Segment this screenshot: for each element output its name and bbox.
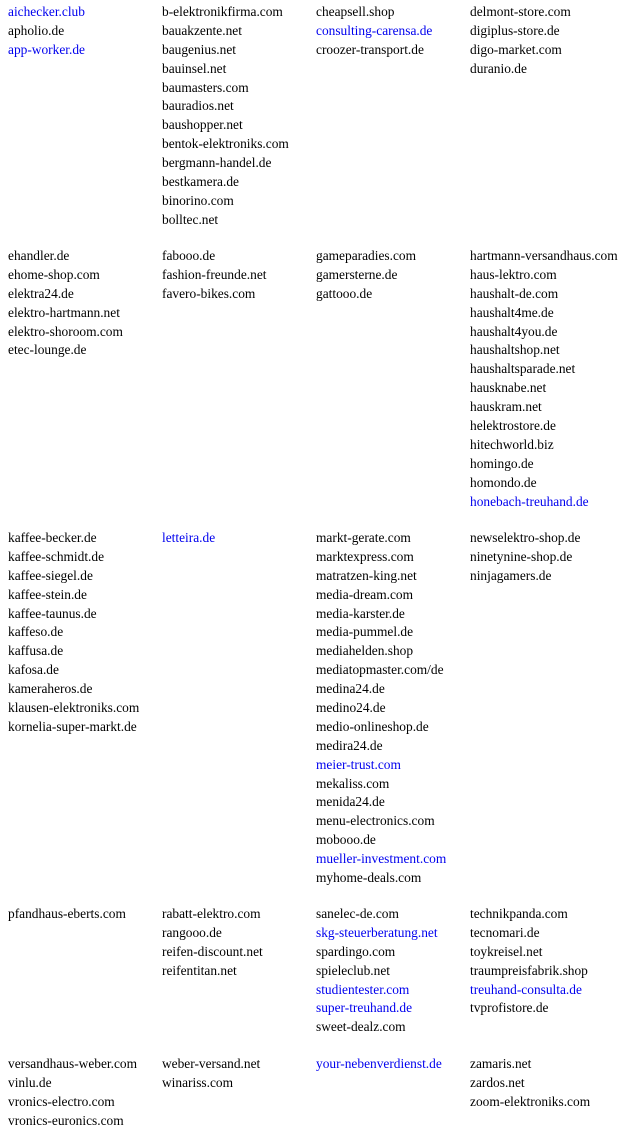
- domain-name: medio-onlineshop.de: [316, 718, 429, 734]
- domain-column: [470, 905, 588, 1018]
- domain-column: [8, 529, 139, 737]
- domain-name: zamaris.net: [470, 1056, 532, 1071]
- domain-name: klausen-elektroniks.com: [8, 700, 140, 716]
- domain-name: digo-market.com: [470, 41, 562, 57]
- domain-name: bolltec.net: [162, 211, 219, 227]
- domain-name: media-dream.com: [316, 586, 414, 602]
- domain-name: croozer-transport.de: [316, 41, 424, 57]
- domain-link[interactable]: studientester.com: [316, 981, 410, 997]
- domain-name: bauradios.net: [162, 98, 234, 114]
- domain-name: haushalt4you.de: [470, 323, 558, 339]
- domain-name: reifen-discount.net: [162, 943, 263, 959]
- domain-link[interactable]: mueller-investment.com: [316, 851, 447, 867]
- domain-name: traumpreisfabrik.shop: [470, 962, 588, 978]
- domain-name: mediahelden.shop: [316, 643, 414, 659]
- domain-column: [8, 1055, 137, 1131]
- domain-name: vronics-euronics.com: [8, 1112, 124, 1128]
- domain-name: vinlu.de: [8, 1074, 52, 1090]
- domain-name: menu-electronics.com: [316, 813, 435, 829]
- domain-column: [316, 529, 446, 888]
- domain-name: hauskram.net: [470, 399, 542, 415]
- domain-name: matratzen-king.net: [316, 567, 417, 583]
- domain-name: duranio.de: [470, 60, 527, 76]
- domain-column: [470, 3, 571, 79]
- domain-name: mobooo.de: [316, 832, 376, 848]
- domain-column: [470, 1055, 590, 1112]
- domain-column: [162, 1055, 260, 1093]
- domain-name: kornelia-super-markt.de: [8, 718, 137, 734]
- domain-name: zoom-elektroniks.com: [470, 1093, 591, 1109]
- domain-column: [8, 3, 85, 60]
- domain-name: bauakzente.net: [162, 22, 242, 38]
- domain-link[interactable]: skg-steuerberatung.net: [316, 924, 438, 940]
- domain-column: [316, 3, 432, 60]
- domain-column: [316, 1055, 442, 1074]
- domain-name: reifentitan.net: [162, 962, 237, 978]
- domain-name: technikpanda.com: [470, 906, 568, 921]
- domain-name: medina24.de: [316, 681, 385, 697]
- domain-column: [470, 529, 580, 586]
- domain-column: [470, 247, 618, 511]
- domain-name: haushalt4me.de: [470, 304, 554, 320]
- domain-name: elektro-hartmann.net: [8, 304, 120, 320]
- domain-name: pfandhaus-eberts.com: [8, 906, 126, 921]
- domain-name: kaffee-taunus.de: [8, 605, 97, 621]
- domain-name: helektrostore.de: [470, 418, 556, 434]
- domain-name: gattooo.de: [316, 285, 373, 301]
- domain-name: gamersterne.de: [316, 266, 398, 282]
- domain-name: haushaltshop.net: [470, 342, 560, 358]
- domain-name: kameraheros.de: [8, 681, 93, 697]
- domain-name: tecnomari.de: [470, 924, 540, 940]
- domain-link[interactable]: your-nebenverdienst.de: [316, 1056, 442, 1071]
- domain-name: elektro-shoroom.com: [8, 323, 123, 339]
- domain-name: media-karster.de: [316, 605, 405, 621]
- domain-name: ehandler.de: [8, 248, 70, 263]
- domain-link[interactable]: meier-trust.com: [316, 756, 401, 772]
- domain-name: weber-versand.net: [162, 1056, 261, 1071]
- domain-name: myhome-deals.com: [316, 870, 422, 886]
- domain-name: fabooo.de: [162, 248, 216, 263]
- domain-link[interactable]: honebach-treuhand.de: [470, 493, 589, 509]
- domain-name: kafosa.de: [8, 662, 59, 678]
- domain-name: digiplus-store.de: [470, 22, 560, 38]
- domain-column: [316, 905, 438, 1037]
- domain-name: cheapsell.shop: [316, 4, 395, 19]
- domain-name: delmont-store.com: [470, 4, 571, 19]
- domain-link[interactable]: letteira.de: [162, 530, 216, 545]
- domain-name: fashion-freunde.net: [162, 266, 267, 282]
- domain-link[interactable]: super-treuhand.de: [316, 1000, 413, 1016]
- domain-name: sanelec-de.com: [316, 906, 399, 921]
- domain-name: baushopper.net: [162, 117, 243, 133]
- domain-name: gameparadies.com: [316, 248, 417, 263]
- domain-name: kaffee-stein.de: [8, 586, 87, 602]
- domain-name: etec-lounge.de: [8, 342, 87, 358]
- domain-name: haushalt-de.com: [470, 285, 559, 301]
- domain-link[interactable]: aichecker.club: [8, 4, 85, 19]
- domain-name: medino24.de: [316, 700, 386, 716]
- domain-name: hausknabe.net: [470, 380, 547, 396]
- domain-name: elektra24.de: [8, 285, 74, 301]
- domain-name: ninetynine-shop.de: [470, 548, 573, 564]
- domain-name: ehome-shop.com: [8, 266, 100, 282]
- domain-link[interactable]: treuhand-consulta.de: [470, 981, 582, 997]
- domain-name: mediatopmaster.com/de: [316, 662, 444, 678]
- domain-name: media-pummel.de: [316, 624, 414, 640]
- domain-name: ninjagamers.de: [470, 567, 552, 583]
- domain-name: tvprofistore.de: [470, 1000, 549, 1016]
- domain-name: baugenius.net: [162, 41, 237, 57]
- domain-name: bentok-elektroniks.com: [162, 136, 289, 152]
- domain-name: apholio.de: [8, 22, 65, 38]
- domain-column: [162, 905, 263, 981]
- domain-name: favero-bikes.com: [162, 285, 256, 301]
- domain-name: rabatt-elektro.com: [162, 906, 261, 921]
- domain-name: haushaltsparade.net: [470, 361, 576, 377]
- domain-name: kaffusa.de: [8, 643, 64, 659]
- domain-name: b-elektronikfirma.com: [162, 4, 283, 19]
- domain-name: newselektro-shop.de: [470, 530, 581, 545]
- domain-name: sweet-dealz.com: [316, 1019, 406, 1035]
- domain-name: homingo.de: [470, 455, 534, 471]
- domain-name: marktexpress.com: [316, 548, 414, 564]
- domain-name: winariss.com: [162, 1074, 234, 1090]
- domain-name: bestkamera.de: [162, 174, 239, 190]
- domain-name: spardingo.com: [316, 943, 396, 959]
- domain-name: kaffee-siegel.de: [8, 567, 93, 583]
- domain-name: markt-gerate.com: [316, 530, 411, 545]
- domain-column: [316, 247, 416, 304]
- domain-name: baumasters.com: [162, 79, 249, 95]
- domain-name: menida24.de: [316, 794, 385, 810]
- domain-name: bauinsel.net: [162, 60, 227, 76]
- domain-name: hartmann-versandhaus.com: [470, 248, 618, 263]
- domain-name: bergmann-handel.de: [162, 155, 272, 171]
- domain-name: toykreisel.net: [470, 943, 543, 959]
- domain-column: [162, 3, 289, 230]
- domain-name: homondo.de: [470, 474, 537, 490]
- domain-column: [162, 529, 215, 548]
- domain-name: rangooo.de: [162, 924, 222, 940]
- domain-name: kaffeso.de: [8, 624, 64, 640]
- domain-name: spieleclub.net: [316, 962, 390, 978]
- domain-name: haus-lektro.com: [470, 266, 557, 282]
- domain-name: medira24.de: [316, 737, 383, 753]
- domain-name: kaffee-becker.de: [8, 530, 97, 545]
- domain-name: vronics-electro.com: [8, 1093, 115, 1109]
- domain-link[interactable]: app-worker.de: [8, 41, 85, 57]
- domain-name: versandhaus-weber.com: [8, 1056, 138, 1071]
- domain-name: zardos.net: [470, 1074, 525, 1090]
- domain-name: hitechworld.biz: [470, 436, 554, 452]
- domain-column: [162, 247, 266, 304]
- domain-column: [8, 905, 126, 924]
- domain-name: binorino.com: [162, 192, 234, 208]
- domain-column: [8, 247, 123, 360]
- domain-name: kaffee-schmidt.de: [8, 548, 105, 564]
- domain-name: mekaliss.com: [316, 775, 390, 791]
- domain-link[interactable]: consulting-carensa.de: [316, 22, 433, 38]
